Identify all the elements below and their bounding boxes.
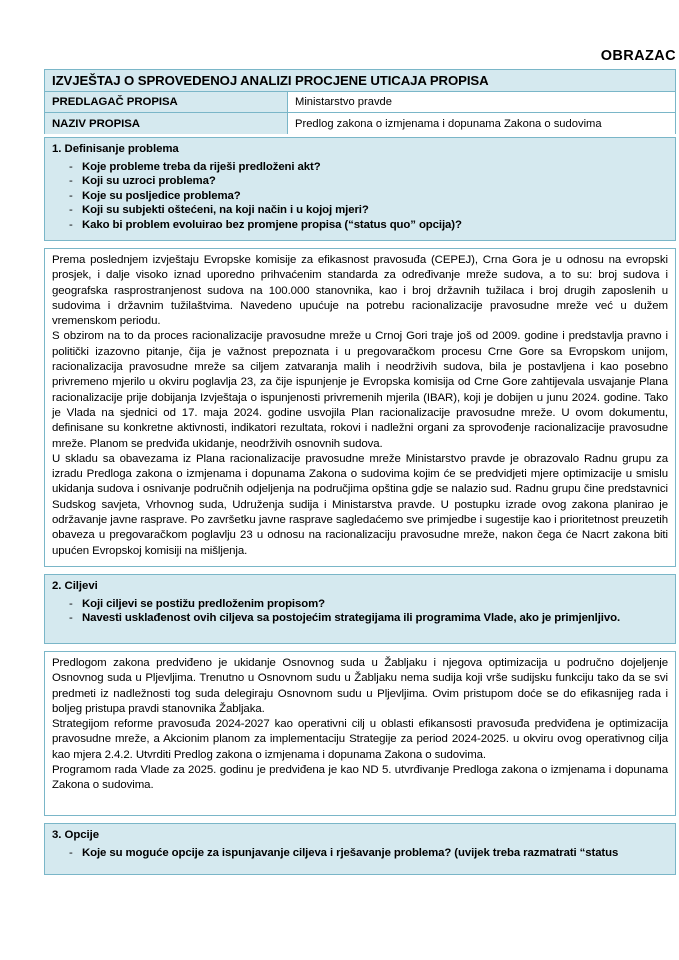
form-label-text: OBRAZAC	[600, 48, 676, 64]
question-text: Koji su subjekti oštećeni, na koji način i u kojoj mjeri?	[82, 204, 369, 217]
list-item	[52, 597, 668, 611]
section-2-question-list	[52, 597, 668, 626]
question-text: Koji ciljevi se postižu predloženim propisom?	[82, 598, 325, 610]
question-text: Koji su uzroci problema?	[82, 175, 216, 188]
list-item	[52, 203, 668, 217]
meta-label-regulation-name: NAZIV PROPISA	[45, 113, 288, 134]
list-item	[52, 611, 668, 625]
section-1-answer-box	[44, 248, 676, 567]
form-label	[44, 48, 676, 64]
list-item	[52, 174, 668, 188]
bullet-dash-icon: -	[69, 612, 73, 625]
page-title: IZVJEŠTAJ O SPROVEDENOJ ANALIZI PROCJENE UTICAJA PROPISA	[52, 73, 489, 88]
question-text: Kako bi problem evoluirao bez promjene propisa (“status quo” opcija)?	[82, 218, 462, 231]
answer-paragraph: Strategijom reforme pravosuđa 2024-2027 kao operativni cilj u oblasti efikansosti pravosuđa predviđena je optimizacija pravosudne mreže, a Akcionim planom za implementaciju Strategije za period 2024-2025. u okviru ovog operativnog cilja kao mjera 2.4.2. Utvrditi Predlog zakona o izmjenama i dopunama Zakona o sudovima.	[52, 718, 668, 761]
document-title-bar	[44, 69, 676, 92]
question-text: Koje su moguće opcije za ispunjavanje ciljeva i rješavanje problema? (uvijek treba razmatrati “status	[82, 847, 619, 859]
section-1-question-list	[52, 160, 668, 232]
metadata-table	[44, 92, 676, 134]
table-row	[45, 113, 675, 134]
bullet-dash-icon: -	[69, 161, 73, 173]
question-text: Koje su posljedice problema?	[82, 189, 241, 202]
question-text: Koje probleme treba da riješi predloženi akt?	[82, 161, 321, 173]
list-item	[52, 189, 668, 203]
section-3-title: 3. Opcije	[52, 829, 100, 841]
meta-value-proposer: Ministarstvo pravde	[288, 92, 675, 112]
answer-paragraph: S obzirom na to da proces racionalizacije pravosudne mreže u Crnoj Gori traje još od 2009. godine i predstavlja pravno i politički izazovno pitanje, čija je važnost prepoznata i u pregovaračkom procesu Crne Gore sa Evropskom unijom, racionalizacija pravosudne mreže sa ciljem zatvaranja malih i neodrživih sudova, bila je postavljena i kao posebno privremeno mjerilo u okviru poglavlja 23, za čije ispunjenje je Evropska komisija od Crne Gore zahtijevala usvajanje Plana racionalizacije prije dobijanja Izvještaja o ispunjenosti privremenih mjerila (IBAR), koji je dobijen u junu 2024. godine. Tako je Vlada na sjednici od 17. maja 2024. godine usvojila Plan racionalizacije pravosudne mreže. U ovom dokumentu, definisane su konkretne aktivnosti, indikatori rezultata, rokovi i nadležni organi za sprovođenje racionalizacije pravosudne mreže. Planom se predviđa ukidanje, neodrživih osnovnih sudova.	[52, 330, 668, 450]
bullet-dash-icon: -	[69, 189, 73, 202]
meta-label-proposer: PREDLAGAČ PROPISA	[45, 92, 288, 112]
answer-paragraph: U skladu sa obavezama iz Plana racionalizacije pravosudne mreže Ministarstvo pravde je obrazovalo Radnu grupu za izradu Predloga zakona o izmjenama i dopunama Zakona o sudovima kojim će se predvidjeti mjere optimizacije u smislu ukidanja sudova i osnivanje područnih odjeljenja na područjima opština gdje se nalazio sud. Radnu grupu čine predstavnici Sudskog savjeta, Vrhovnog suda, Udruženja sudija i Ministarstva pravde. U postupku izrade ovog zakona planirao je održavanje javne rasprave. Po završetku javne rasprave sagledaćemo sve primjedbe i sugestije kao i prioritetnost preuzetih obaveza u pregovaračkom poglavlju 23 u odnosu na racionalizaciju pravosudne mreže, nakon čega će Nacrt zakona biti upućen Evropskoj komisiji na mišljenja.	[52, 452, 668, 557]
section-3-heading-box	[44, 823, 676, 875]
list-item	[52, 160, 668, 174]
question-text: Navesti usklađenost ovih ciljeva sa postojećim strategijama ili programima Vlade, ako je primjenljivo.	[82, 612, 621, 625]
section-3-question-list	[52, 846, 668, 860]
bullet-dash-icon: -	[69, 847, 73, 859]
list-item	[52, 846, 668, 860]
bullet-dash-icon: -	[69, 175, 73, 188]
list-item	[52, 218, 668, 232]
section-2-heading-box	[44, 574, 676, 644]
table-row	[45, 92, 675, 113]
section-1-heading-box	[44, 137, 676, 241]
section-1-title: 1. Definisanje problema	[52, 143, 179, 155]
bullet-dash-icon: -	[69, 598, 73, 610]
answer-paragraph: Programom rada Vlade za 2025. godinu je predviđena je kao ND 5. utvrđivanje Predloga zakona o izmjenama i dopunama Zakona o sudovima.	[52, 764, 668, 792]
answer-paragraph: Predlogom zakona predviđeno je ukidanje Osnovnog suda u Žabljaku i njegova optimizacija u područno dojeljenje Osnovnog suda u Pljevljima. Trenutno u Osnovnom sudu u Žabljaku nema sudija koji vrše sudijsku funkciju tako da se svi predmeti iz nadležnosti tog suda delegiraju Osnovnom sudu u Pljevljima. Ovim pristupom doće se do efikasnijeg rada i boljeg pristupa pravdi stanovnika Žabljaka.	[52, 657, 668, 715]
section-2-answer-box	[44, 651, 676, 816]
answer-paragraph: Prema poslednjem izvještaju Evropske komisije za efikasnost pravosuđa (CEPEJ), Crna Gora je u odnosu na evropski prosjek, i dalje visoko iznad uporedno prihvaćenim standarda za određivanje mreže sudova, a to su: broj sudova i geografska rasprostranjenost sudova na 100.000 stanovnika, kao i broj državnih tužilaca i broj drugih zaposlenih u sudovima i državnim tužilaštvima. Navedeno upućuje na potrebu racionalizacije pravosudne mreže već u dužem vremenskom periodu.	[52, 254, 668, 328]
section-2-title: 2. Ciljevi	[52, 580, 98, 592]
meta-value-regulation-name: Predlog zakona o izmjenama i dopunama Zakona o sudovima	[288, 113, 675, 134]
bullet-dash-icon: -	[69, 218, 73, 231]
bullet-dash-icon: -	[69, 204, 73, 217]
